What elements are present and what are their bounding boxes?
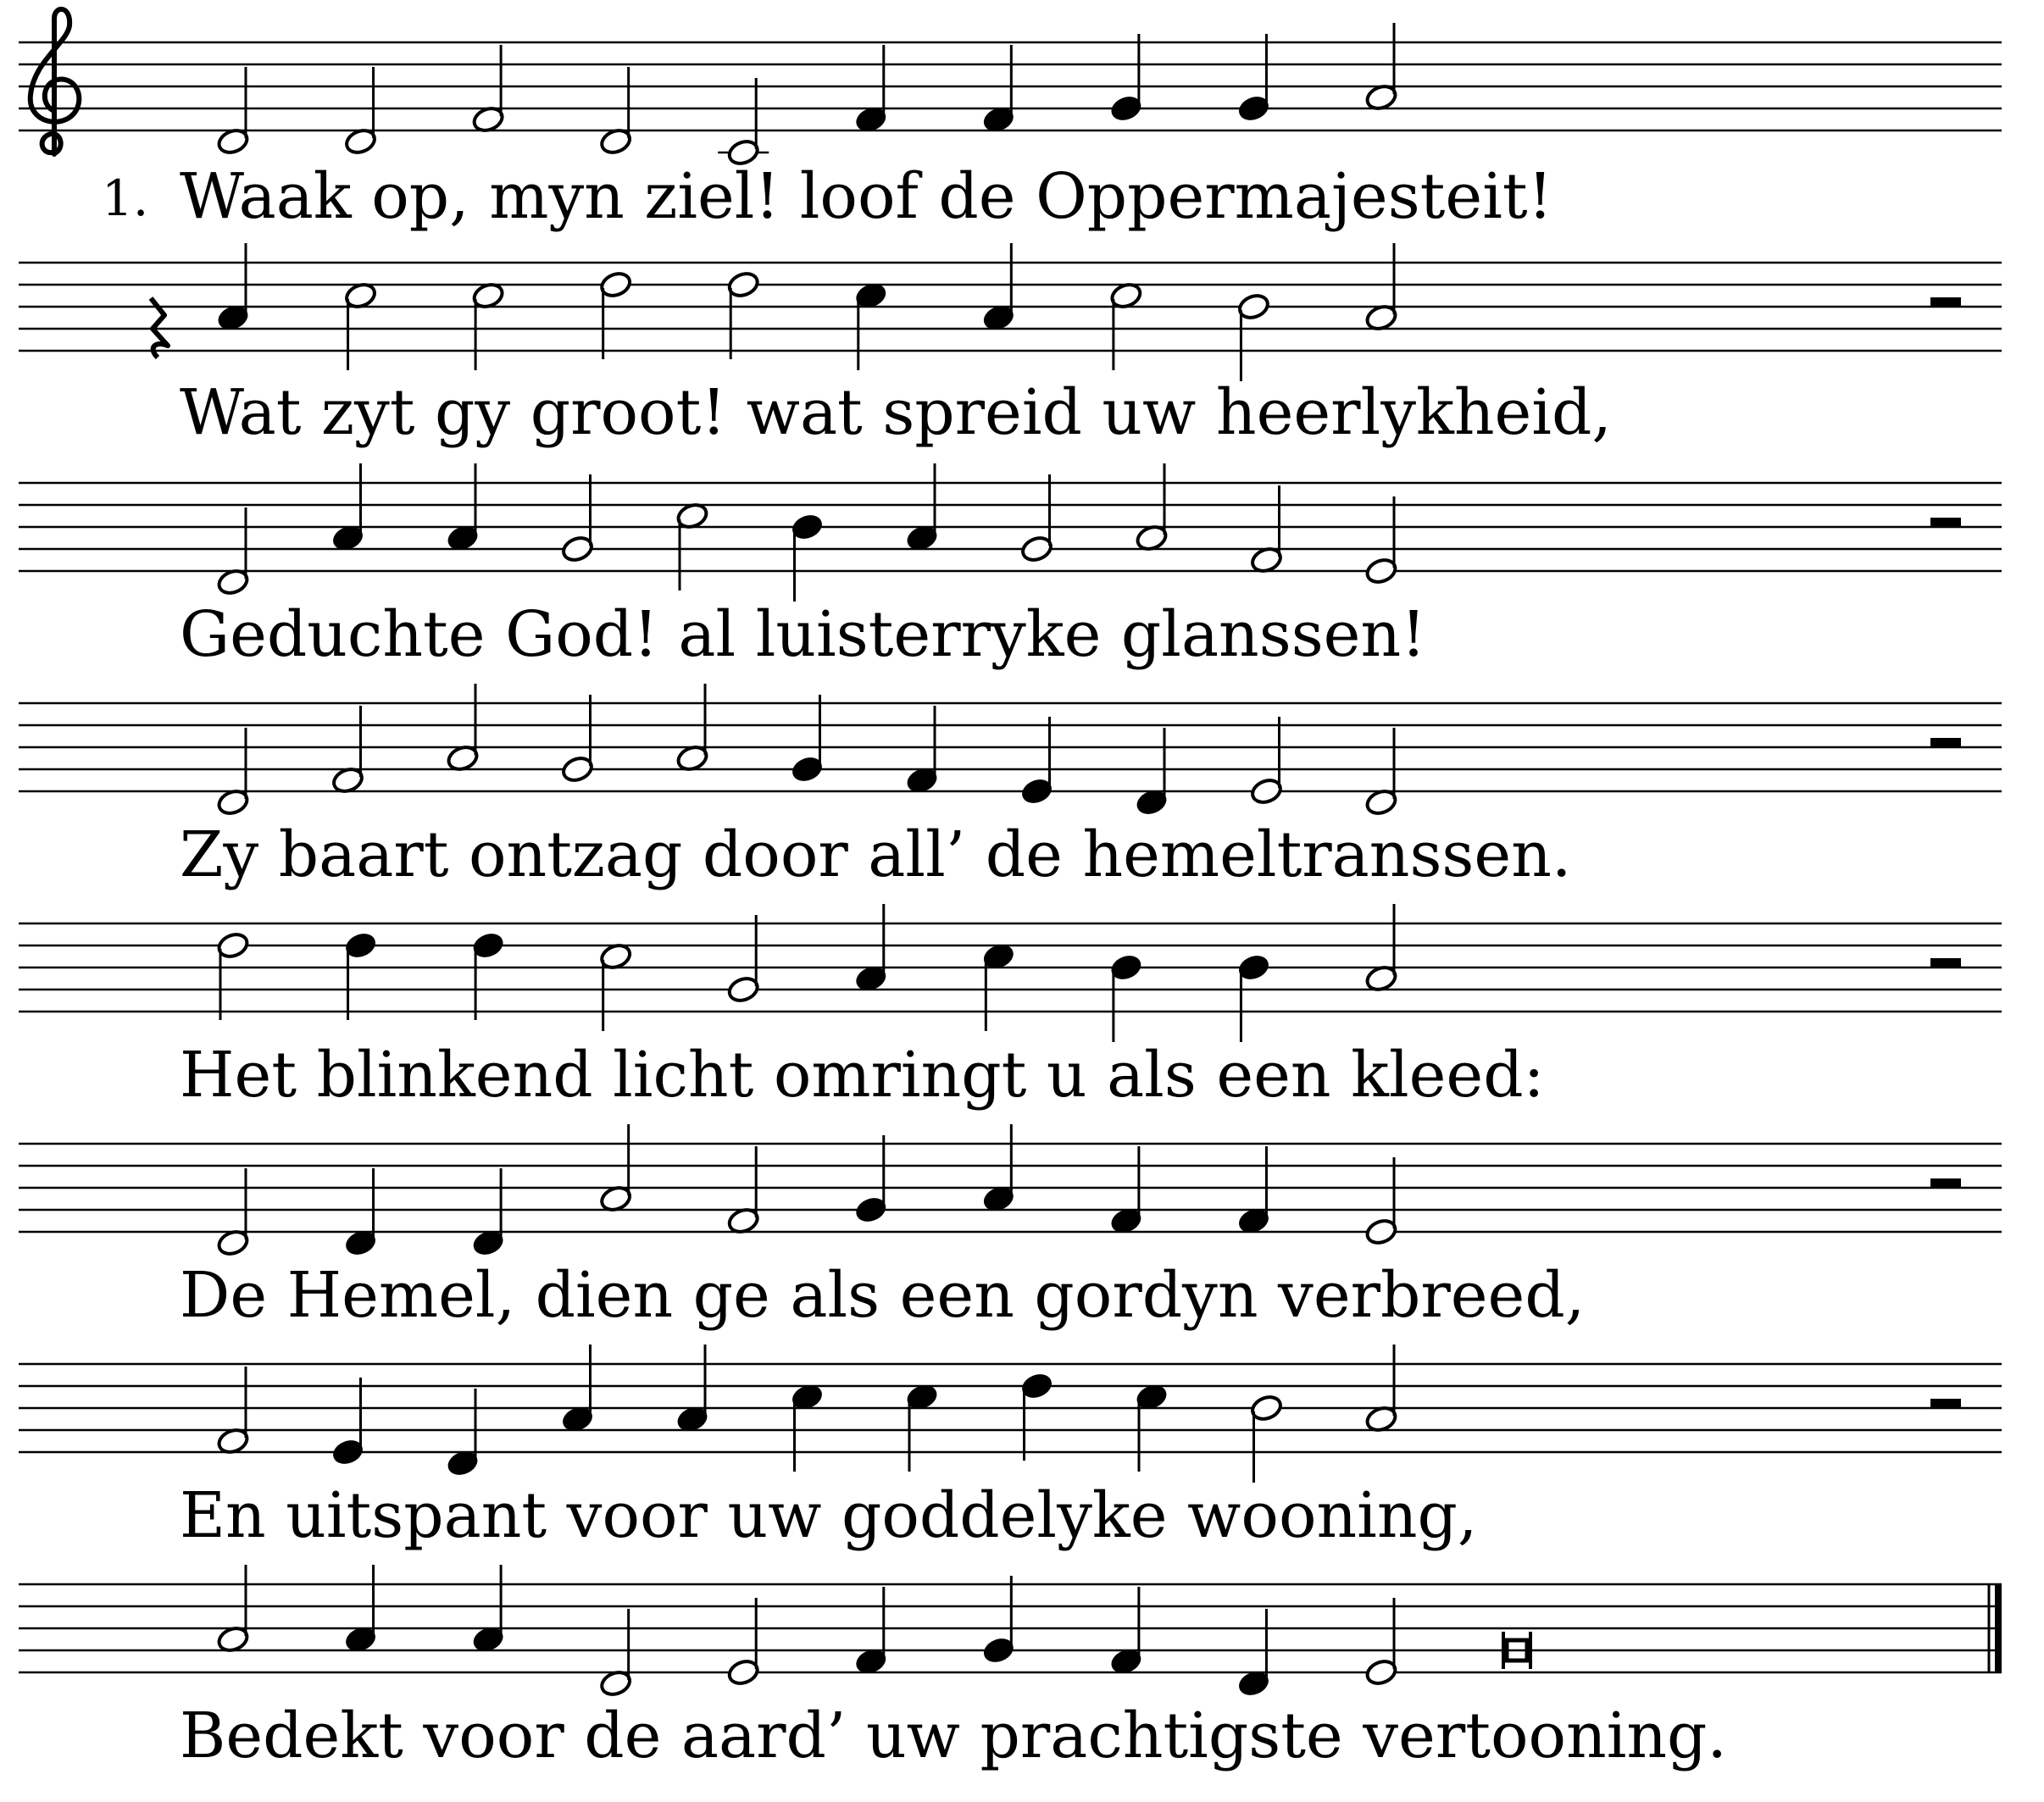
lyric-line-3: Geduchte God! al luisterryke glanssen! — [180, 598, 1426, 671]
lyric-line-2: Wat zyt gy groot! wat spreid uw heerlykheid, — [180, 376, 1612, 449]
lyric-line-1: Waak op, myn ziel! loof de Oppermajesteit! — [180, 160, 1553, 233]
verse-number: 1. — [102, 169, 149, 227]
lyric-line-5: Het blinkend licht omringt u als een kleed: — [180, 1039, 1545, 1112]
lyric-line-6: De Hemel, dien ge als een gordyn verbreed, — [180, 1259, 1586, 1332]
lyric-line-8: Bedekt voor de aard’ uw prachtigste vertooning. — [180, 1699, 1727, 1772]
lyric-line-4: Zy baart ontzag door all’ de hemeltranssen. — [180, 818, 1572, 891]
lyric-line-7: En uitspant voor uw goddelyke wooning, — [180, 1479, 1478, 1552]
